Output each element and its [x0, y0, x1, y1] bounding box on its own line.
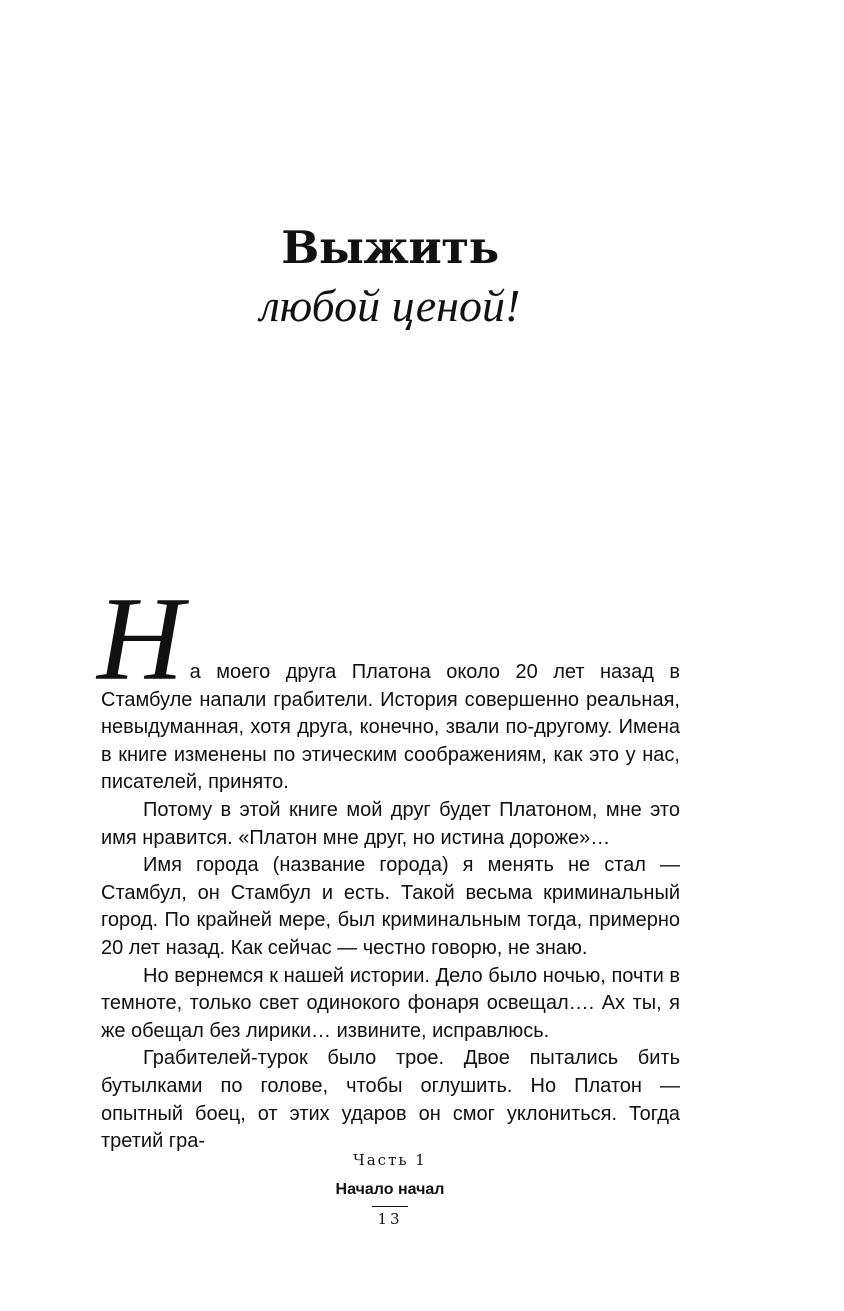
paragraph-1-text: а моего друга Платона около 20 лет назад в Стамбуле напали грабители. История совершенно реальная, невыдуманная, хотя друга, конечно, звали по-другому. Имена в книге изменены по этическим соображениям, как это у нас, писателей, принято. — [101, 661, 680, 794]
running-section-name: Начало начал — [335, 1181, 445, 1198]
page-number: 13 — [377, 1210, 403, 1228]
paragraph-3: Имя города (название города) я менять не стал — Стамбул, он Стамбул и есть. Такой весьма криминальный город. По крайней мере, был криминальным тогда, примерно 20 лет назад. Как сейчас — честно говорю, не знаю. — [101, 854, 680, 959]
paragraph-1 — [97, 572, 680, 797]
drop-cap: Н — [97, 572, 184, 705]
page-footer — [0, 1150, 780, 1229]
paragraph-5: Грабителей-турок было трое. Двое пытались бить бутылками по голове, чтобы оглушить. Но Платон — опытный боец, от этих ударов он смог уклониться. Тогда третий гра- — [101, 1047, 680, 1153]
body-text — [97, 572, 680, 1156]
chapter-title — [0, 222, 780, 332]
running-part-label: Часть 1 — [353, 1151, 427, 1169]
chapter-title-main: Выжить — [281, 221, 499, 274]
footer-divider — [372, 1206, 408, 1207]
paragraph-2: Потому в этой книге мой друг будет Платоном, мне это имя нравится. «Платон мне друг, но истина дороже»… — [101, 798, 680, 849]
chapter-title-subtitle: любой ценой! — [259, 280, 521, 331]
paragraph-4: Но вернемся к нашей истории. Дело было ночью, почти в темноте, только свет одинокого фонаря освещал…. Ах ты, я же обещал без лирики… извините, исправлюсь. — [101, 964, 680, 1042]
